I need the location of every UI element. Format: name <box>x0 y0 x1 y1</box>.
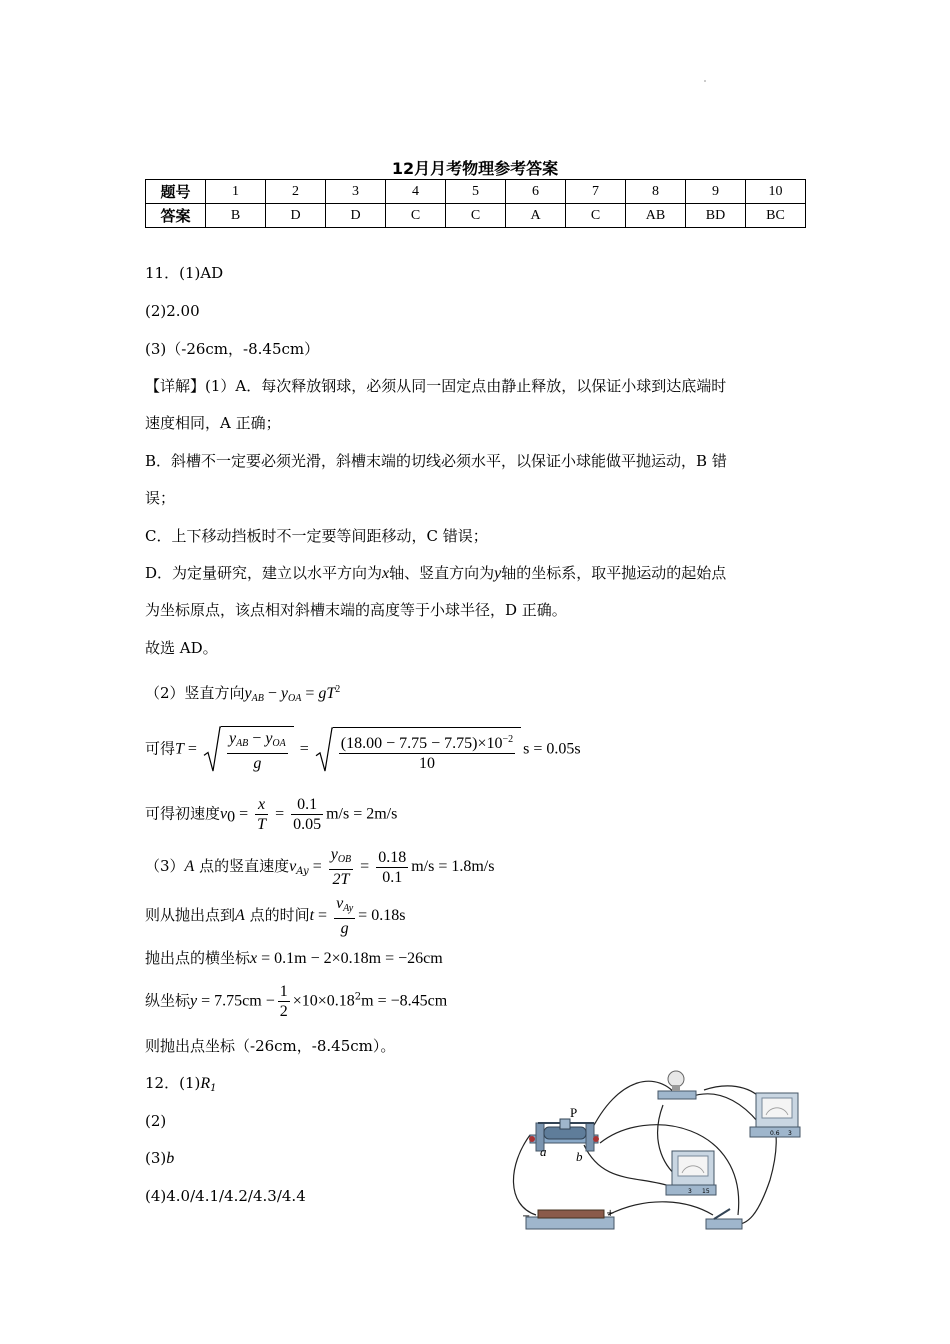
table-header-cell: 题号 <box>146 180 206 204</box>
battery-plus: + <box>606 1208 615 1219</box>
result: m/s = 1.8m/s <box>411 858 495 875</box>
q11-vertical-velocity: （3）A 点的竖直速度$v_{Ay}$ = $\frac{y_{OB}}{2T}$ = $\frac{0.18}{0.1}$ m/s = 1.8m/s <box>145 846 495 888</box>
variable: R <box>200 1075 211 1092</box>
variable: gT <box>318 685 336 702</box>
variable: t <box>309 907 315 924</box>
q11-detail-a-line2: 速度相同，A 正确； <box>145 414 281 432</box>
text-span: 则从抛出点到 <box>145 906 236 924</box>
ammeter-scale-2: 3 <box>788 1130 792 1137</box>
table-cell: A <box>506 204 566 228</box>
q11-detail-d-line2: 为坐标原点，该点相对斜槽末端的高度等于小球半径，D 正确。 <box>145 601 567 619</box>
equation: m = −8.45cm <box>361 992 448 1010</box>
subscript: Ay <box>343 903 354 914</box>
q12-answer-4: (4)4.0/4.1/4.2/4.3/4.4 <box>145 1187 306 1205</box>
variable: v <box>220 805 228 823</box>
table-cell: 2 <box>266 180 326 204</box>
subscript: OA <box>272 738 286 749</box>
variable: y <box>190 992 198 1010</box>
subscript: OB <box>337 854 352 865</box>
battery <box>522 1208 614 1229</box>
q11-x-coordinate <box>145 948 443 969</box>
fraction <box>227 729 288 773</box>
fraction <box>255 795 268 834</box>
radical-icon <box>315 727 333 773</box>
subscript: 0 <box>227 808 236 826</box>
ammeter <box>750 1093 800 1137</box>
denominator: g <box>253 755 262 772</box>
variable: y <box>265 730 273 747</box>
text-span: 12．(1) <box>145 1074 201 1092</box>
table-cell: D <box>326 204 386 228</box>
equation: ×10×0.18 <box>292 992 355 1010</box>
table-cell: C <box>566 204 626 228</box>
q12-answer-2: (2) <box>145 1112 167 1130</box>
text-span: 抛出点的横坐标 <box>145 949 251 967</box>
result: s = 0.05s <box>523 740 581 758</box>
variable: v <box>336 895 344 912</box>
q11-initial-velocity: 可得初速度$v_0$ = $\frac{x}{T}$ = $\frac{0.1}{0.05}$ m/s = 2m/s <box>145 796 398 833</box>
variable: b <box>166 1150 175 1167</box>
table-row <box>146 204 806 228</box>
text-span: 可得 <box>145 739 176 758</box>
denominator: g <box>340 920 349 937</box>
fraction <box>339 730 515 773</box>
text-span: 点的竖直速度 <box>194 857 290 875</box>
q11-final: 则抛出点坐标（-26cm，-8.45cm）。 <box>145 1037 396 1055</box>
table-cell: 9 <box>686 180 746 204</box>
denominator: 10 <box>418 754 435 772</box>
result: m/s = 2m/s <box>326 805 398 823</box>
switch <box>706 1209 742 1229</box>
label-b: b <box>576 1149 583 1164</box>
q11-detail-a-line1: 【详解】(1）A．每次释放钢球，必须从同一固定点由静止释放，以保证小球到达底端时 <box>145 377 727 395</box>
q11-answer-1: 11．(1)AD <box>145 264 224 282</box>
variable: v <box>289 858 297 875</box>
label-p: P <box>570 1105 578 1120</box>
q11-time: 则从抛出点到A 点的时间t = $\frac{v_{Ay}}{g}$ = 0.18s <box>145 895 406 937</box>
q11-y-coordinate <box>145 982 447 1021</box>
result: = 0.18s <box>358 907 406 924</box>
denominator: 0.05 <box>293 816 322 833</box>
q12-answer-3 <box>145 1148 174 1169</box>
numerator: 0.18 <box>378 848 407 866</box>
superscript: −2 <box>502 733 514 745</box>
table-cell: 1 <box>206 180 266 204</box>
table-cell: 6 <box>506 180 566 204</box>
table-cell: 3 <box>326 180 386 204</box>
fraction <box>329 845 353 889</box>
q11-period-equation <box>145 726 581 773</box>
circuit-diagram <box>508 1065 804 1240</box>
variable: x <box>382 565 390 582</box>
text-span: （2）竖直方向 <box>145 684 245 702</box>
subscript: AB <box>251 693 264 704</box>
answer-table <box>145 179 806 228</box>
variable: y <box>228 730 237 747</box>
table-cell: D <box>266 204 326 228</box>
numerator: x <box>255 795 268 815</box>
q11-answer-3: (3)（-26cm，-8.45cm） <box>145 340 320 358</box>
equation: = 0.1m − 2×0.18m = −26cm <box>257 950 443 967</box>
ammeter-scale: 0.6 <box>770 1130 780 1137</box>
fraction <box>291 795 323 834</box>
q11-conclusion: 故选 AD。 <box>145 639 218 657</box>
denominator: 2T <box>332 871 350 888</box>
text-span: 纵坐标 <box>145 991 191 1010</box>
page-title: 12月月考物理参考答案 <box>391 159 559 178</box>
variable: y <box>280 685 289 702</box>
variable: y <box>330 846 338 863</box>
text-span: 轴的坐标系，取平抛运动的起始点 <box>501 564 727 582</box>
speck <box>704 80 706 82</box>
battery-minus: − <box>522 1211 531 1222</box>
subscript: Ay <box>296 866 309 877</box>
variable: y <box>244 685 252 702</box>
q11-detail-d-line1 <box>145 563 726 584</box>
numerator: (18.00 − 7.75 − 7.75)×10 <box>340 734 503 752</box>
numerator: 1 <box>279 983 288 1000</box>
square-root <box>203 726 294 773</box>
q11-part2-equation <box>145 680 340 709</box>
circuit-wires <box>513 1081 776 1225</box>
operator: = <box>301 685 319 702</box>
operator: = <box>295 740 313 758</box>
q11-answer-2: (2)2.00 <box>145 302 200 320</box>
variable: T <box>175 740 184 758</box>
text-span: 可得初速度 <box>145 804 221 823</box>
variable: A <box>184 858 195 875</box>
table-cell: AB <box>626 204 686 228</box>
square-root <box>315 727 521 773</box>
operator: − <box>263 685 281 702</box>
table-cell: BC <box>746 204 806 228</box>
fraction <box>334 894 355 938</box>
q11-detail-b-line1: B．斜槽不一定要必须光滑，斜槽末端的切线必须水平，以保证小球能做平抛运动，B 错 <box>145 452 727 470</box>
q12-answer-1 <box>145 1073 217 1099</box>
voltmeter-scale-2: 15 <box>702 1188 710 1195</box>
denominator: T <box>257 816 267 833</box>
denominator: 0.1 <box>382 868 403 886</box>
variable: y <box>494 565 502 582</box>
table-cell: C <box>386 204 446 228</box>
table-cell: 4 <box>386 180 446 204</box>
operator: − <box>248 730 266 747</box>
subscript: OA <box>288 693 302 704</box>
table-cell: 7 <box>566 180 626 204</box>
subscript: 1 <box>210 1083 217 1094</box>
table-cell: BD <box>686 204 746 228</box>
text-span: 点的时间 <box>244 906 310 924</box>
fraction <box>278 982 290 1021</box>
voltmeter <box>666 1151 716 1195</box>
superscript: 2 <box>354 991 362 1003</box>
variable: x <box>250 950 258 967</box>
equation: = 7.75cm − <box>197 992 275 1010</box>
fraction <box>376 848 408 887</box>
denominator: 2 <box>279 1003 288 1020</box>
voltmeter-scale: 3 <box>688 1188 692 1195</box>
numerator: 0.1 <box>291 795 323 815</box>
text-span: 轴、竖直方向为 <box>389 564 495 582</box>
label-a: a <box>540 1144 547 1159</box>
q11-detail-c: C．上下移动挡板时不一定要等间距移动，C 错误； <box>145 527 488 545</box>
table-cell: B <box>206 204 266 228</box>
table-cell: 5 <box>446 180 506 204</box>
q11-detail-b-line2: 误； <box>145 489 176 507</box>
table-header-cell: 答案 <box>146 204 206 228</box>
table-cell: 8 <box>626 180 686 204</box>
table-row <box>146 180 806 204</box>
superscript: 2 <box>335 684 341 695</box>
table-cell: 10 <box>746 180 806 204</box>
text-span: （3） <box>145 857 185 875</box>
variable: A <box>235 907 245 924</box>
table-cell: C <box>446 204 506 228</box>
radical-icon <box>203 726 221 773</box>
text-span: D．为定量研究，建立以水平方向为 <box>145 564 383 582</box>
operator: = <box>183 740 201 758</box>
subscript: AB <box>236 738 249 749</box>
text-span: (3) <box>145 1149 167 1167</box>
